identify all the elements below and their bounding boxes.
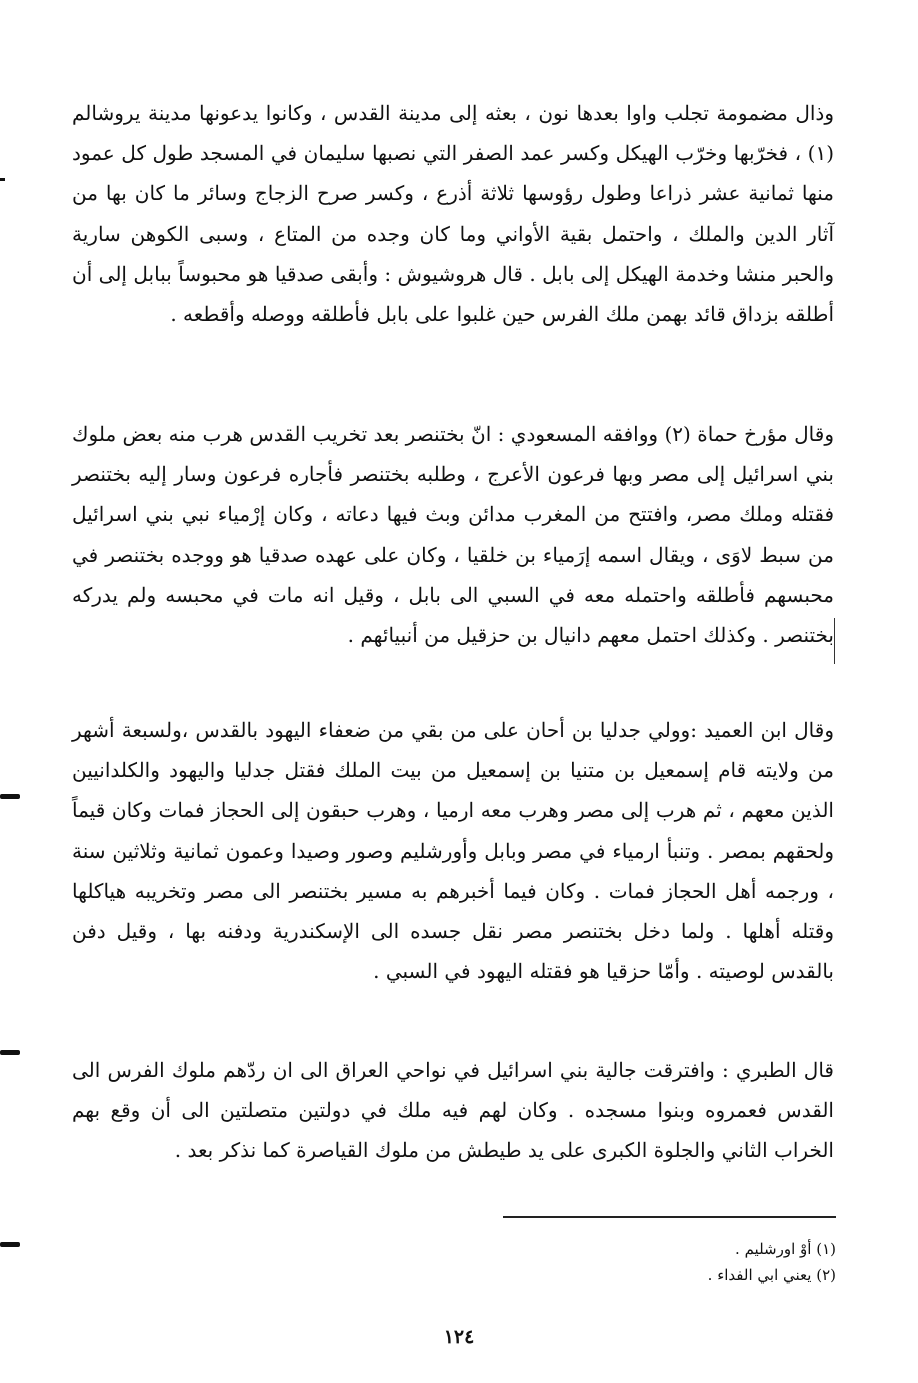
margin-line: [834, 618, 835, 664]
scan-mark: [0, 178, 5, 181]
paragraph-3-text: وقال ابن العميد :وولي جدليا بن أحان على من بقي من ضعفاء اليهود بالقدس ،ولسبعة أشهر من ولايته قام إسمعيل بن متنيا بن إسمعيل من بيت الملك فقتل جدليا واليهود والكلدانيين الذين معهم ، ثم هرب إلى مصر وهرب معه ارميا ، وهرب حبقون إلى الحجاز فمات وكان قيماً ولحقهم بمصر . وتنبأ ارمياء في مصر وبابل وأورشليم وصور وصيدا وعمون ثمانية وثلاثين سنة ، ورجمه أهل الحجاز فمات . وكان فيما أخبرهم به مسير بختنصر الى مصر وتخريبه هياكلها وقتله أهلها . ولما دخل بختنصر مصر نقل جسده الى الإسكندرية ودفنه بها ، وقيل دفن بالقدس لوصيته . وأمّا حزقيا هو فقتله اليهود في السبي .: [72, 718, 834, 984]
footnotes: [503, 1236, 836, 1288]
scan-mark: [0, 1050, 20, 1055]
paragraph-3: [72, 710, 834, 991]
scan-mark: [0, 794, 20, 799]
paragraph-4: [72, 1050, 834, 1171]
scan-mark: [0, 1242, 20, 1247]
paragraph-1: [72, 93, 834, 334]
page-number: ١٢٤: [443, 1326, 475, 1348]
paragraph-2: [72, 414, 834, 655]
footnote-1: (١) أوْ اورشليم .: [735, 1240, 836, 1258]
footnote-divider: [503, 1216, 836, 1218]
footnote-2: (٢) يعني ابي الفداء .: [707, 1266, 836, 1284]
paragraph-4-text: قال الطبري : وافترقت جالية بني اسرائيل في نواحي العراق الى ان ردّهم ملوك الفرس الى القدس فعمروه وبنوا مسجده . وكان لهم فيه ملك في دولتين متصلتين الى أن وقع بهم الخراب الثاني والجلوة الكبرى على يد طيطش من ملوك القياصرة كما نذكر بعد .: [72, 1058, 834, 1163]
paragraph-1-text: وذال مضمومة تجلب واوا بعدها نون ، بعثه إلى مدينة القدس ، وكانوا يدعونها مدينة يروشالم (١) ، فخرّبها وخرّب الهيكل وكسر عمد الصفر التي نصبها سليمان في المسجد طول كل عمود منها ثمانية عشر ذراعا وطول رؤوسها ثلاثة أذرع ، وكسر صرح الزجاج وسائر ما كان بها من آثار الدين والملك ، واحتمل بقية الأواني وما كان وجده من المتاع ، وسبى الكوهن سارية والحبر منشا وخدمة الهيكل إلى بابل . قال هروشيوش : وأبقى صدقيا هو محبوساً ببابل إلى أن أطلقه بزداق قائد بهمن ملك الفرس حين غلبوا على بابل فأطلقه ووصله وأقطعه .: [72, 101, 834, 327]
paragraph-2-text: وقال مؤرخ حماة (٢) ووافقه المسعودي : انّ بختنصر بعد تخريب القدس هرب منه بعض ملوك بني اسرائيل إلى مصر وبها فرعون الأعرج ، وطلبه بختنصر فأجاره فرعون وسار إليه بختنصر فقتله وملك مصر، وافتتح من المغرب مدائن وبث فيها دعاته ، وكان إرْمياء نبي بني اسرائيل من سبط لاوَى ، ويقال اسمه إرَمياء بن خلقيا ، وكان على عهده صدقيا هو ووجده بختنصر في محبسهم فأطلقه واحتمله معه في السبي الى بابل ، وقيل انه مات في محبسه ولم يدركه بختنصر . وكذلك احتمل معهم دانيال بن حزقيل من أنبيائهم .: [72, 422, 834, 648]
